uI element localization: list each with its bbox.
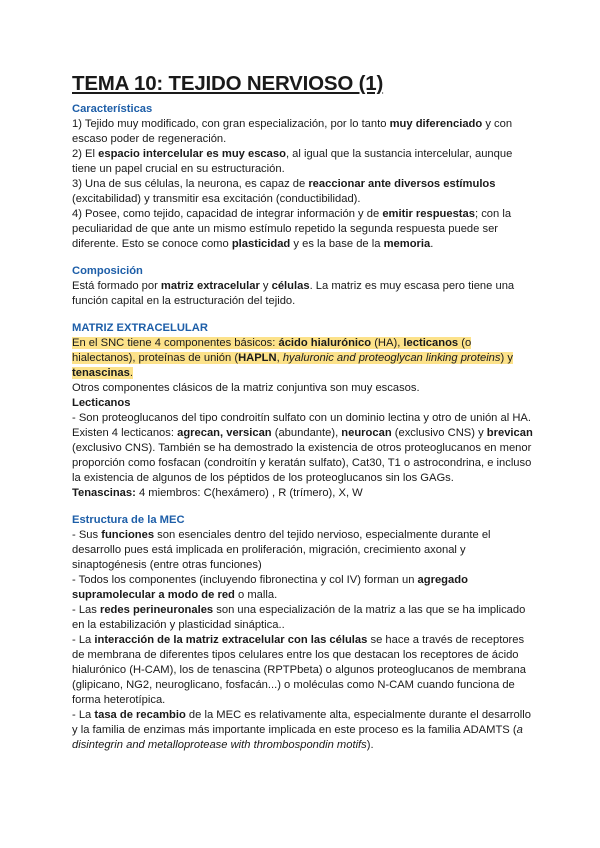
list-item: - Todos los componentes (incluyendo fibronectina y col IV) forman un agregado supramolecular a modo de red o malla. [72, 574, 468, 601]
list-item: 2) El espacio intercelular es muy escaso, al igual que la sustancia intercelular, aunque tiene un papel crucial en su estructuración. [72, 148, 513, 175]
list-item: - La interacción de la matriz extracelular con las células se hace a través de receptores de membrana de diferentes tipos celulares entre los que destacan los receptores de ácido hialurónico (H-CAM), los de tenascina (RPTPbeta) o algunos proteoglucanos de membrana (glipicano, NG2, neuroglicano, fosfacán...) o moléculas como N-CAM cuando funciona de forma heterotípica. [72, 634, 526, 706]
list-item: 4) Posee, como tejido, capacidad de integrar información y de emitir respuestas; con la peculiaridad de que ante un mismo estímulo repetido la segunda respuesta puede ser diferente. Esto se conoce como plasticidad y es la base de la memoria. [72, 208, 512, 250]
page-title: TEMA 10: TEJIDO NERVIOSO (1) [72, 72, 384, 95]
highlighted-paragraph: En el SNC tiene 4 componentes básicos: ácido hialurónico (HA), lecticanos (o hialectanos), proteínas de unión (HAPLN, hyaluronic and proteoglycan linking proteins) y tenascinas. [72, 337, 513, 379]
paragraph: Está formado por matriz extracelular y células. La matriz es muy escasa pero tiene una función capital en la estructuración del tejido. [72, 280, 515, 307]
list-item: - Sus funciones son esenciales dentro del tejido nervioso, especialmente durante el desarrollo pues está implicada en proliferación, migración, crecimiento axonal y sinaptogénesis (entre otras funciones) [72, 529, 491, 571]
list-item: - Las redes perineuronales son una especialización de la matriz a las que se ha implicado en la estabilización y plasticidad sináptica.. [72, 604, 526, 631]
paragraph-tenascinas: Tenascinas: 4 miembros: C(hexámero) , R (trímero), X, W [72, 487, 363, 499]
subheading-lecticanos: Lecticanos [72, 397, 131, 409]
document-page [72, 72, 536, 753]
paragraph: Otros componentes clásicos de la matriz conjuntiva son muy escasos. [72, 382, 420, 394]
section-heading-caracteristicas: Características [72, 103, 153, 115]
section-heading-estructura: Estructura de la MEC [72, 514, 185, 526]
paragraph: - Son proteoglucanos del tipo condroitín sulfato con un dominio lectina y otro de unión al HA. Existen 4 lecticanos: agrecan, versican (abundante), neurocan (exclusivo CNS) y brevican (exclusivo CNS). También se ha demostrado la existencia de otros proteoglucanos en menor proporción como fosfacan (condroitín y keratán sulfato), Cat30, T1 o astrocondrina, e incluso la existencia de algunos de los péptidos de los proteoglucanos sin los GAGs. [72, 412, 533, 484]
list-item: 3) Una de sus células, la neurona, es capaz de reaccionar ante diversos estímulos (excitabilidad) y transmitir esa excitación (conductibilidad). [72, 178, 496, 205]
list-item: 1) Tejido muy modificado, con gran especialización, por lo tanto muy diferenciado y con escaso poder de regeneración. [72, 118, 513, 145]
list-item: - La tasa de recambio de la MEC es relativamente alta, especialmente durante el desarrollo y la familia de enzimas más importante implicada en este proceso es la familia ADAMTS (a disintegrin and metalloprotease with thrombospondin motifs). [72, 709, 531, 751]
section-heading-composicion: Composición [72, 265, 143, 277]
section-heading-matriz: MATRIZ EXTRACELULAR [72, 322, 208, 334]
